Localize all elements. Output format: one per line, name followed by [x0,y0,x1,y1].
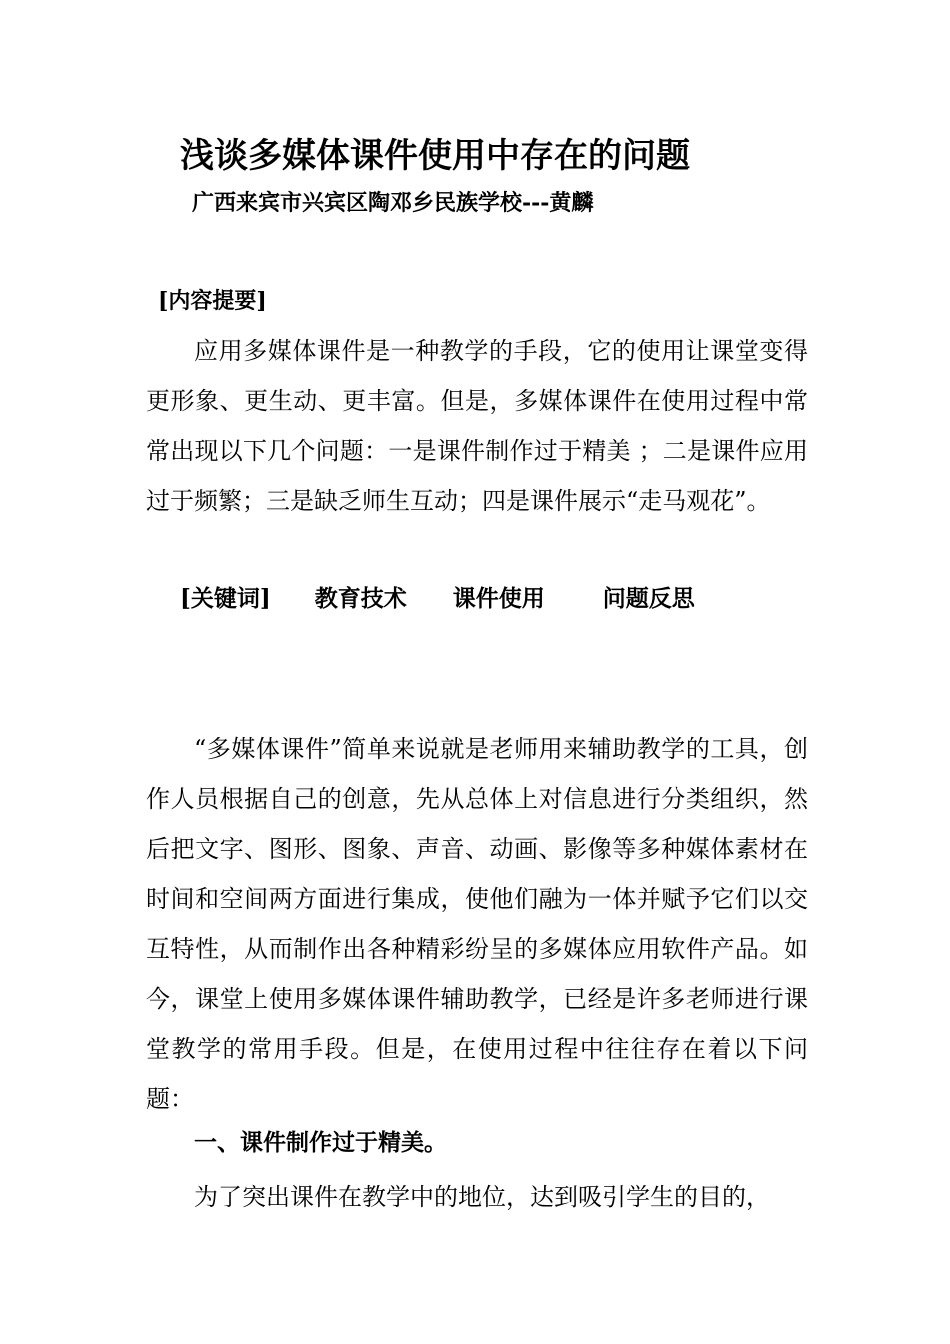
document-title: 浅谈多媒体课件使用中存在的问题 [180,136,690,176]
keyword-item: 教育技术 [314,585,407,612]
section-text: 为了突出课件在教学中的地位，达到吸引学生的目的， [194,1183,770,1211]
section-paragraph [146,1172,808,1222]
abstract-label: [内容提要] [158,288,267,314]
keywords-label: [关键词] [180,585,271,612]
intro-text: “多媒体课件”简单来说就是老师用来辅助教学的工具，创作人员根据自己的创意，先从总体上对信息进行分类组织，然后把文字、图形、图象、声音、动画、影像等多种媒体素材在时间和空间两方面进行集成，使他们融为一体并赋予它们以交互特性，从而制作出各种精彩纷呈的多媒体应用软件产品。如今，课堂上使用多媒体课件辅助教学，已经是许多老师进行课堂教学的常用手段。但是，在使用过程中往往存在着以下问题： [146,735,808,1113]
keyword-item: 课件使用 [452,585,545,612]
abstract-paragraph [146,326,808,526]
intro-paragraph [146,724,808,1124]
author-line: 广西来宾市兴宾区陶邓乡民族学校---黄麟 [192,190,594,216]
abstract-text: 应用多媒体课件是一种教学的手段，它的使用让课堂变得更形象、更生动、更丰富。但是，多媒体课件在使用过程中常常出现以下几个问题：一是课件制作过于精美 ；二是课件应用过于频繁；三是缺乏师生互动；四是课件展示“走马观花”。 [146,337,808,515]
section-heading: 一、课件制作过于精美。 [194,1129,447,1156]
keywords-line [180,580,695,613]
keyword-item: 问题反思 [602,585,695,612]
